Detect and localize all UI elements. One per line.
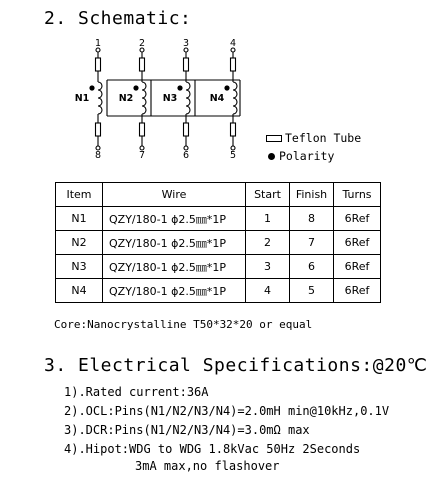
pin-label-bottom: 7 <box>138 150 146 161</box>
teflon-tube-icon <box>140 123 145 136</box>
cell-finish: 7 <box>290 231 334 255</box>
cell-item: N2 <box>56 231 103 255</box>
wire-table <box>55 182 381 303</box>
winding-coil <box>233 82 237 114</box>
legend-polarity <box>268 149 334 163</box>
teflon-tube-icon <box>184 58 189 71</box>
cell-wire: QZY/180-1 ϕ2.5㎜*1P <box>103 207 246 231</box>
pin-label-bottom: 6 <box>182 150 190 161</box>
pin-label-top: 3 <box>182 38 190 49</box>
electrical-title: 3. Electrical Specifications:@20℃ <box>44 355 428 376</box>
cell-wire: QZY/180-1 ϕ2.5㎜*1P <box>103 231 246 255</box>
winding-coil <box>98 82 102 114</box>
pin-label-bottom: 8 <box>94 150 102 161</box>
teflon-tube-icon <box>96 123 101 136</box>
cell-wire: QZY/180-1 ϕ2.5㎜*1P <box>103 279 246 303</box>
cell-finish: 5 <box>290 279 334 303</box>
cell-start: 1 <box>246 207 290 231</box>
teflon-tube-icon <box>184 123 189 136</box>
winding-label: N1 <box>74 93 90 104</box>
cell-turns: 6Ref <box>334 207 381 231</box>
legend-teflon <box>266 131 361 145</box>
cell-turns: 6Ref <box>334 231 381 255</box>
teflon-tube-icon <box>231 123 236 136</box>
polarity-dot-icon <box>224 85 229 90</box>
winding-label: N3 <box>162 93 178 104</box>
cell-turns: 6Ref <box>334 279 381 303</box>
polarity-dot-icon <box>268 153 275 160</box>
col-item: Item <box>56 183 103 207</box>
schematic-diagram <box>0 0 443 180</box>
cell-item: N3 <box>56 255 103 279</box>
col-wire: Wire <box>103 183 246 207</box>
legend-polarity-label: Polarity <box>279 149 335 163</box>
spec-hipot-continued: 3mA max,no flashover <box>135 459 280 473</box>
cell-start: 3 <box>246 255 290 279</box>
cell-wire: QZY/180-1 ϕ2.5㎜*1P <box>103 255 246 279</box>
spec-dcr: 3).DCR:Pins(N1/N2/N3/N4)=3.0mΩ max <box>64 423 310 437</box>
col-finish: Finish <box>290 183 334 207</box>
col-turns: Turns <box>334 183 381 207</box>
teflon-tube-icon <box>266 135 282 142</box>
table-row <box>56 231 381 255</box>
winding-label: N4 <box>209 93 225 104</box>
teflon-tube-icon <box>231 58 236 71</box>
pin-label-top: 2 <box>138 38 146 49</box>
table-row <box>56 279 381 303</box>
col-start: Start <box>246 183 290 207</box>
pin-label-top: 1 <box>94 38 102 49</box>
pin-label-top: 4 <box>229 38 237 49</box>
core-spec: Core:Nanocrystalline T50*32*20 or equal <box>54 318 313 331</box>
cell-item: N1 <box>56 207 103 231</box>
table-row <box>56 255 381 279</box>
polarity-dot-icon <box>89 85 94 90</box>
table-row <box>56 207 381 231</box>
legend-teflon-label: Teflon Tube <box>285 131 362 145</box>
cell-finish: 8 <box>290 207 334 231</box>
winding-coil <box>186 82 190 114</box>
cell-start: 4 <box>246 279 290 303</box>
spec-hipot: 4).Hipot:WDG to WDG 1.8kVac 50Hz 2Seconds <box>64 442 361 456</box>
cell-item: N4 <box>56 279 103 303</box>
teflon-tube-icon <box>96 58 101 71</box>
teflon-tube-icon <box>140 58 145 71</box>
spec-rated-current: 1).Rated current:36A <box>64 385 209 399</box>
polarity-dot-icon <box>133 85 138 90</box>
cell-turns: 6Ref <box>334 255 381 279</box>
cell-finish: 6 <box>290 255 334 279</box>
polarity-dot-icon <box>177 85 182 90</box>
spec-ocl: 2).OCL:Pins(N1/N2/N3/N4)=2.0mH min@10kHz,0.1V <box>64 404 390 418</box>
cell-start: 2 <box>246 231 290 255</box>
schematic-title: 2. Schematic: <box>44 8 192 29</box>
winding-label: N2 <box>118 93 134 104</box>
table-header-row <box>56 183 381 207</box>
winding-coil <box>142 82 146 114</box>
pin-label-bottom: 5 <box>229 150 237 161</box>
